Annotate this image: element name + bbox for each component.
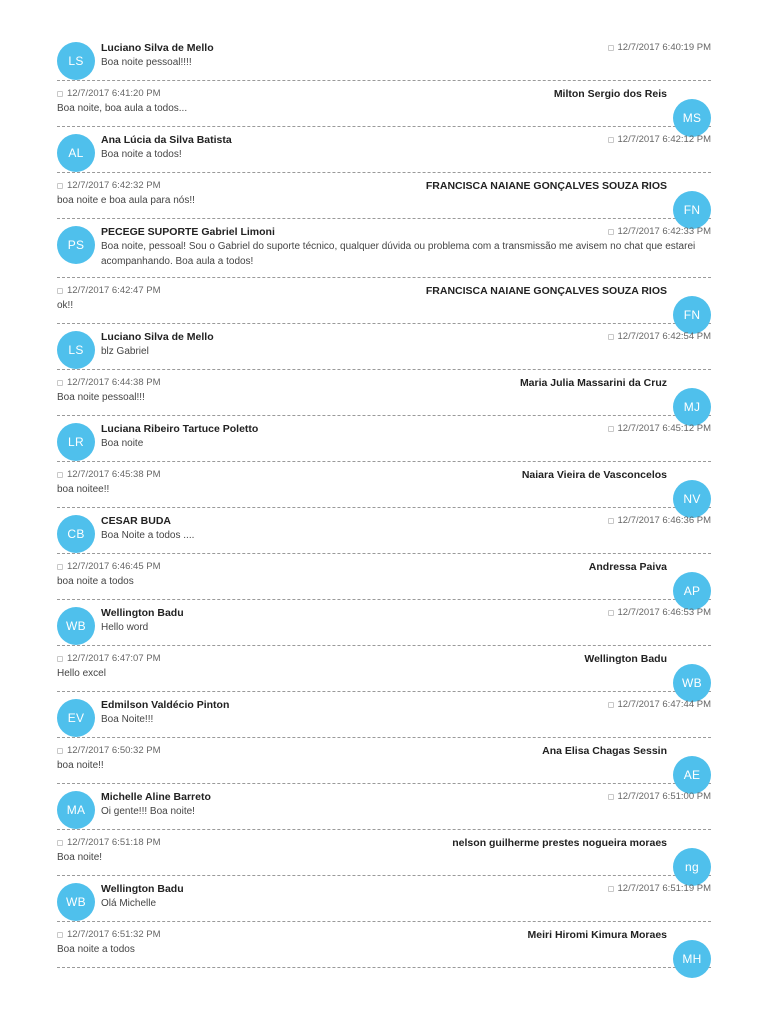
message-timestamp <box>608 42 712 53</box>
message-header <box>57 88 667 102</box>
timestamp-value: 12/7/2017 6:47:44 PM <box>617 699 711 710</box>
avatar: MH <box>673 940 711 978</box>
sender-name: Wellington Badu <box>101 607 184 619</box>
chat-message <box>57 219 711 278</box>
chat-message <box>57 462 711 508</box>
message-timestamp <box>608 607 712 618</box>
chat-message <box>57 81 711 127</box>
avatar: MJ <box>673 388 711 426</box>
message-text: Boa noite, pessoal! Sou o Gabriel do suporte técnico, qualquer dúvida ou problema com a transmissão me avisem no chat que estarei acompanhando. Boa aula a todos! <box>101 241 696 267</box>
message-text: Boa noite a todos <box>57 944 135 955</box>
clock-icon <box>57 748 63 754</box>
avatar: WB <box>673 664 711 702</box>
message-timestamp <box>57 469 161 480</box>
sender-name: Meiri Hiromi Kimura Moraes <box>527 929 667 941</box>
message-timestamp <box>57 377 161 388</box>
message-text: Boa Noite!!! <box>101 714 154 725</box>
message-text: boa noite e boa aula para nós!! <box>57 195 195 206</box>
message-timestamp <box>57 929 161 940</box>
sender-name: Andressa Paiva <box>588 561 667 573</box>
chat-message <box>57 646 711 692</box>
message-timestamp <box>57 285 161 296</box>
message-header <box>101 791 711 805</box>
clock-icon <box>57 656 63 662</box>
chat-message <box>57 35 711 81</box>
timestamp-value: 12/7/2017 6:46:36 PM <box>617 515 711 526</box>
clock-icon <box>608 702 614 708</box>
avatar: CB <box>57 515 95 553</box>
timestamp-value: 12/7/2017 6:51:32 PM <box>67 929 161 940</box>
clock-icon <box>608 886 614 892</box>
avatar: AE <box>673 756 711 794</box>
message-timestamp <box>57 561 161 572</box>
avatar: NV <box>673 480 711 518</box>
timestamp-value: 12/7/2017 6:42:47 PM <box>67 285 161 296</box>
message-text: Boa noite a todos! <box>101 149 182 160</box>
message-header <box>57 745 667 759</box>
message-header <box>101 42 711 56</box>
chat-message <box>57 784 711 830</box>
clock-icon <box>608 794 614 800</box>
chat-message <box>57 554 711 600</box>
timestamp-value: 12/7/2017 6:47:07 PM <box>67 653 161 664</box>
message-text: Hello excel <box>57 668 106 679</box>
message-text: Boa noite pessoal!!! <box>57 392 145 403</box>
timestamp-value: 12/7/2017 6:46:45 PM <box>67 561 161 572</box>
sender-name: PECEGE SUPORTE Gabriel Limoni <box>101 226 275 238</box>
avatar: WB <box>57 607 95 645</box>
message-timestamp <box>57 180 161 191</box>
clock-icon <box>608 610 614 616</box>
timestamp-value: 12/7/2017 6:45:12 PM <box>617 423 711 434</box>
avatar: AL <box>57 134 95 172</box>
message-header <box>57 837 667 851</box>
avatar: WB <box>57 883 95 921</box>
avatar: FN <box>673 296 711 334</box>
chat-message <box>57 738 711 784</box>
sender-name: FRANCISCA NAIANE GONÇALVES SOUZA RIOS <box>425 180 667 192</box>
chat-message <box>57 416 711 462</box>
message-text: ok!! <box>57 300 74 311</box>
clock-icon <box>57 472 63 478</box>
avatar: MA <box>57 791 95 829</box>
message-timestamp <box>608 699 712 710</box>
avatar: MS <box>673 99 711 137</box>
clock-icon <box>57 183 63 189</box>
message-timestamp <box>608 883 712 894</box>
sender-name: nelson guilherme prestes nogueira moraes <box>452 837 667 849</box>
chat-message <box>57 600 711 646</box>
message-timestamp <box>608 423 712 434</box>
clock-icon <box>608 334 614 340</box>
clock-icon <box>608 137 614 143</box>
sender-name: Ana Elisa Chagas Sessin <box>542 745 667 757</box>
chat-message <box>57 692 711 738</box>
message-timestamp <box>608 515 712 526</box>
message-header <box>57 377 667 391</box>
sender-name: Naiara Vieira de Vasconcelos <box>521 469 667 481</box>
avatar: PS <box>57 226 95 264</box>
clock-icon <box>57 91 63 97</box>
message-text: boa noite a todos <box>57 576 134 587</box>
message-timestamp <box>608 791 712 802</box>
timestamp-value: 12/7/2017 6:51:19 PM <box>617 883 711 894</box>
clock-icon <box>608 229 614 235</box>
message-timestamp <box>57 745 161 756</box>
message-timestamp <box>57 837 161 848</box>
sender-name: Luciana Ribeiro Tartuce Poletto <box>101 423 259 435</box>
chat-message <box>57 370 711 416</box>
timestamp-value: 12/7/2017 6:42:12 PM <box>617 134 711 145</box>
avatar: ng <box>673 848 711 886</box>
timestamp-value: 12/7/2017 6:45:38 PM <box>67 469 161 480</box>
message-header <box>101 226 711 240</box>
message-text: boa noite!! <box>57 760 104 771</box>
chat-message <box>57 830 711 876</box>
message-text: blz Gabriel <box>101 346 149 357</box>
sender-name: CESAR BUDA <box>101 515 172 527</box>
timestamp-value: 12/7/2017 6:41:20 PM <box>67 88 161 99</box>
sender-name: Edmilson Valdécio Pinton <box>101 699 230 711</box>
chat-message <box>57 508 711 554</box>
message-header <box>57 180 667 194</box>
message-timestamp <box>57 88 161 99</box>
sender-name: Luciano Silva de Mello <box>101 331 214 343</box>
message-timestamp <box>608 134 712 145</box>
timestamp-value: 12/7/2017 6:51:00 PM <box>617 791 711 802</box>
timestamp-value: 12/7/2017 6:42:33 PM <box>617 226 711 237</box>
message-timestamp <box>608 226 712 237</box>
sender-name: FRANCISCA NAIANE GONÇALVES SOUZA RIOS <box>425 285 667 297</box>
timestamp-value: 12/7/2017 6:50:32 PM <box>67 745 161 756</box>
timestamp-value: 12/7/2017 6:42:32 PM <box>67 180 161 191</box>
message-header <box>101 331 711 345</box>
avatar: LS <box>57 42 95 80</box>
sender-name: Luciano Silva de Mello <box>101 42 214 54</box>
clock-icon <box>608 45 614 51</box>
message-text: Hello word <box>101 622 149 633</box>
message-header <box>57 469 667 483</box>
timestamp-value: 12/7/2017 6:46:53 PM <box>617 607 711 618</box>
chat-message <box>57 127 711 173</box>
chat-message <box>57 173 711 219</box>
timestamp-value: 12/7/2017 6:40:19 PM <box>617 42 711 53</box>
message-timestamp <box>57 653 161 664</box>
sender-name: Wellington Badu <box>584 653 667 665</box>
sender-name: Ana Lúcia da Silva Batista <box>101 134 232 146</box>
chat-transcript <box>57 35 711 968</box>
clock-icon <box>608 426 614 432</box>
chat-message <box>57 922 711 968</box>
sender-name: Wellington Badu <box>101 883 184 895</box>
avatar: LS <box>57 331 95 369</box>
message-header <box>57 561 667 575</box>
message-text: Boa Noite a todos .... <box>101 530 195 541</box>
avatar: EV <box>57 699 95 737</box>
clock-icon <box>57 564 63 570</box>
message-text: Boa noite! <box>57 852 103 863</box>
message-header <box>101 423 711 437</box>
message-header <box>101 699 711 713</box>
sender-name: Michelle Aline Barreto <box>101 791 211 803</box>
message-text: Oi gente!!! Boa noite! <box>101 806 195 817</box>
timestamp-value: 12/7/2017 6:42:54 PM <box>617 331 711 342</box>
message-text: Boa noite, boa aula a todos... <box>57 103 188 114</box>
timestamp-value: 12/7/2017 6:51:18 PM <box>67 837 161 848</box>
clock-icon <box>608 518 614 524</box>
clock-icon <box>57 840 63 846</box>
chat-message <box>57 324 711 370</box>
sender-name: Maria Julia Massarini da Cruz <box>519 377 667 389</box>
message-header <box>101 515 711 529</box>
message-text: Olá Michelle <box>101 898 157 909</box>
avatar: FN <box>673 191 711 229</box>
message-text: Boa noite <box>101 438 144 449</box>
message-timestamp <box>608 331 712 342</box>
message-header <box>101 607 711 621</box>
clock-icon <box>57 932 63 938</box>
sender-name: Milton Sergio dos Reis <box>553 88 667 100</box>
avatar: LR <box>57 423 95 461</box>
clock-icon <box>57 380 63 386</box>
timestamp-value: 12/7/2017 6:44:38 PM <box>67 377 161 388</box>
chat-message <box>57 876 711 922</box>
message-header <box>57 653 667 667</box>
message-header <box>101 883 711 897</box>
message-text: Boa noite pessoal!!!! <box>101 57 192 68</box>
message-header <box>57 929 667 943</box>
avatar: AP <box>673 572 711 610</box>
clock-icon <box>57 288 63 294</box>
message-text: boa noitee!! <box>57 484 110 495</box>
message-header <box>101 134 711 148</box>
message-header <box>57 285 667 299</box>
chat-message <box>57 278 711 324</box>
